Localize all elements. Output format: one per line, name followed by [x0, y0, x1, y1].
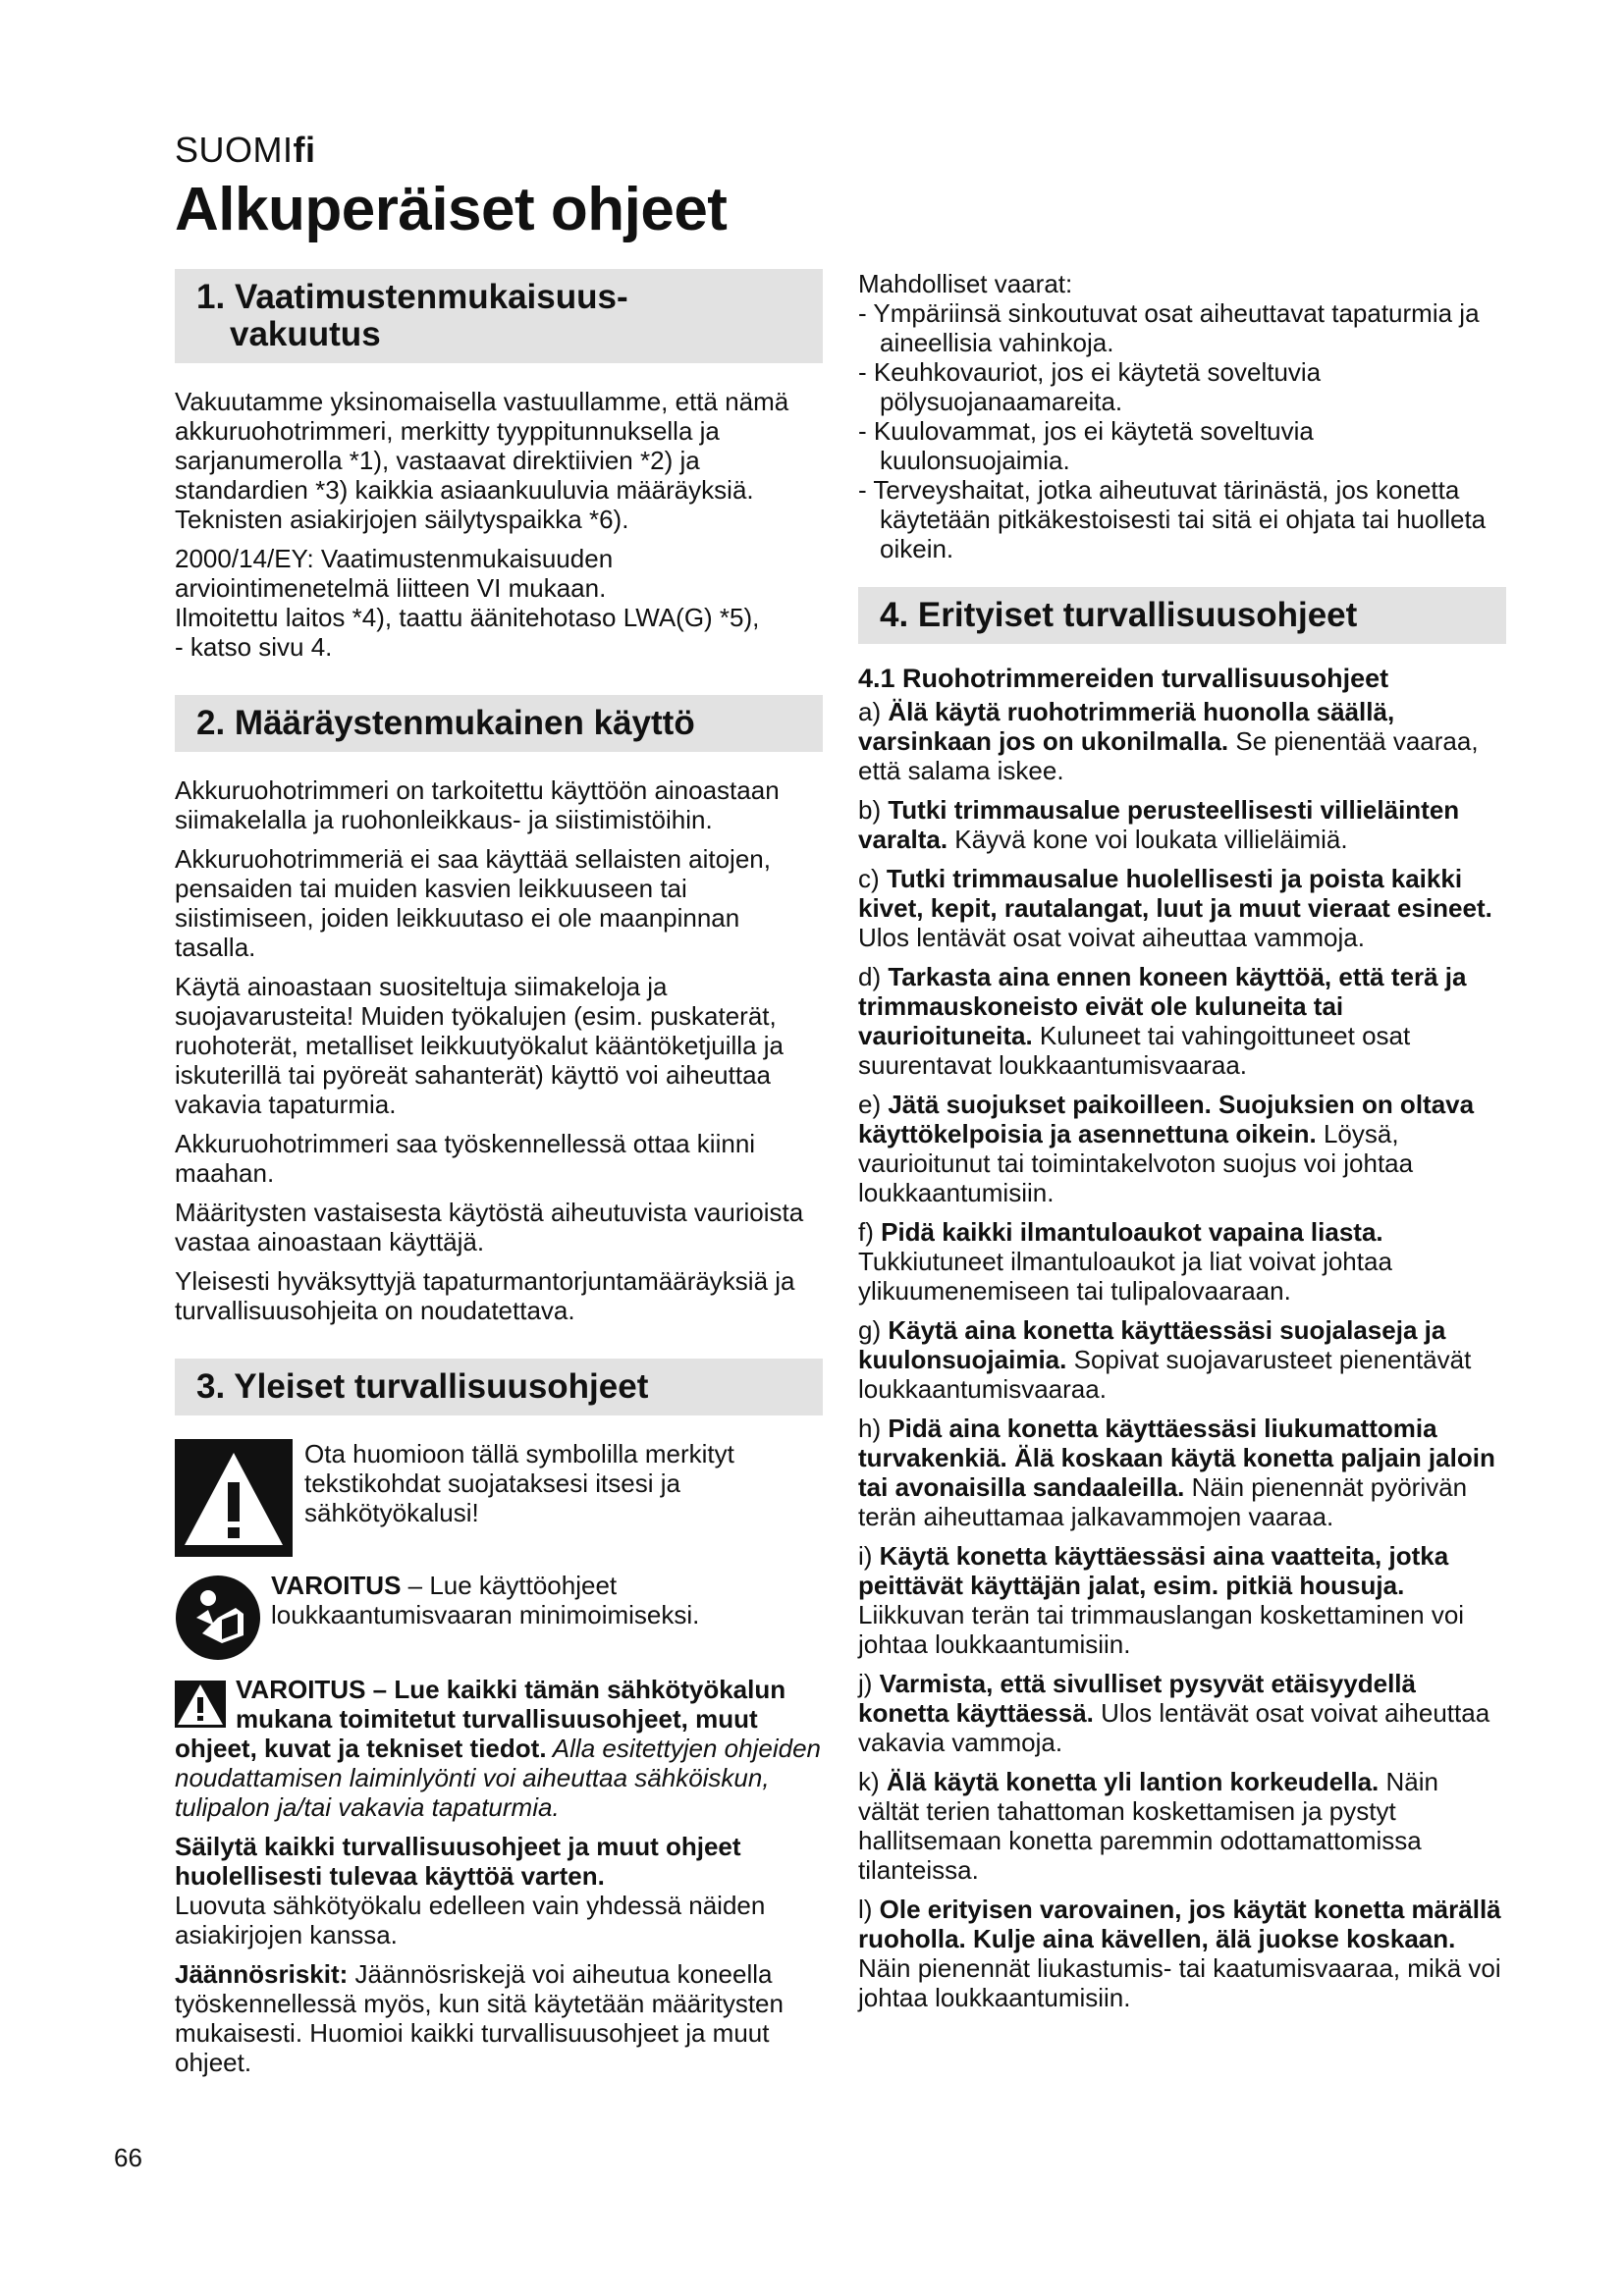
item-letter: b): [858, 795, 889, 825]
safety-item-e: [858, 1090, 1506, 1207]
item-letter: j): [858, 1669, 880, 1698]
section-2-paragraph-4: Akkuruohotrimmeri saa työskennellessä ottaa kiinni maahan.: [175, 1129, 756, 1188]
section-1-heading-line1: Vaatimustenmukaisuus-: [234, 278, 628, 316]
right-column: [858, 269, 1506, 2022]
section-2-paragraph-6: Yleisesti hyväksyttyjä tapaturmantorjuntamääräyksiä ja turvallisuusohjeita on noudatettava.: [175, 1266, 795, 1325]
language-name: SUOMI: [175, 130, 294, 170]
item-bold: Älä käytä ruohotrimmeriä huonolla säällä, varsinkaan jos on ukonilmalla.: [858, 697, 1395, 756]
section-2-paragraph-5: Määritysten vastaisesta käytöstä aiheutuvista vaurioista vastaa ainoastaan käyttäjä.: [175, 1198, 804, 1256]
hazard-item: - Keuhkovauriot, jos ei käytetä soveltuvia pölysuojanaamareita.: [858, 357, 1322, 416]
item-letter: k): [858, 1767, 887, 1796]
item-bold: Pidä kaikki ilmantuloaukot vapaina liasta.: [881, 1217, 1383, 1247]
item-text: Se pienentää vaaraa, että salama iskee.: [858, 726, 1479, 785]
item-text: Liikkuvan terän tai trimmauslangan koskettaminen voi johtaa loukkaantumisiin.: [858, 1600, 1465, 1659]
general-warning-italic: Alla esitettyjen ohjeiden noudattamisen laiminlyönti voi aiheuttaa sähköiskun, tulipalon ja/tai vakavia tapaturmia.: [175, 1734, 821, 1822]
item-letter: d): [858, 962, 889, 991]
section-1-heading-line2: vakuutus: [230, 315, 381, 353]
hazards-title: Mahdolliset vaarat:: [858, 269, 1073, 298]
safety-item-g: [858, 1315, 1506, 1404]
safety-item-d: [858, 962, 1506, 1080]
item-bold: Jätä suojukset paikoilleen. Suojuksien on oltava käyttökelpoisia ja asennettuna oikein.: [858, 1090, 1475, 1148]
item-text: Käyvä kone voi loukata villieläimiä.: [947, 825, 1348, 854]
item-bold: Pidä aina konetta käyttäessäsi liukumattomia turvakenkiä. Älä koskaan käytä konetta paljain jaloin tai avonaisilla sandaaleilla.: [858, 1414, 1495, 1502]
item-text: Näin vältät terien tahattoman koskettamisen ja pystyt hallitsemaan konetta paremmin odottamattomissa tilanteissa.: [858, 1767, 1438, 1885]
item-bold: Ole erityisen varovainen, jos käytät konetta märällä ruoholla. Kulje aina kävellen, älä juokse koskaan.: [858, 1895, 1501, 1953]
section-1-heading: [175, 269, 823, 363]
warning-triangle-icon: [175, 1439, 293, 1557]
section-2-paragraph-1: Akkuruohotrimmeri on tarkoitettu käyttöön ainoastaan siimakelalla ja ruohonleikkaus- ja siistimistöihin.: [175, 775, 780, 834]
read-manual-icon: [175, 1575, 261, 1661]
read-manual-warning-rest: – Lue käyttöohjeet loukkaantumisvaaran minimoimiseksi.: [271, 1571, 700, 1629]
read-manual-text: [271, 1571, 823, 1629]
item-bold: Tutki trimmausalue perusteellisesti villieläinten varalta.: [858, 795, 1460, 854]
keep-instructions-paragraph: [175, 1832, 823, 1891]
item-letter: g): [858, 1315, 889, 1345]
safety-item-b: [858, 795, 1506, 854]
residual-risks-paragraph: [175, 1959, 823, 2077]
read-manual-note: [175, 1571, 823, 1661]
page-title: Alkuperäiset ohjeet: [175, 176, 728, 243]
residual-risks-text: Jäännösriskejä voi aiheutua koneella työskennellessä myös, kun sitä käytetään määritysten mukaisesti. Huomioi kaikki turvallisuusohjeet ja muut ohjeet.: [175, 1959, 784, 2077]
safety-item-f: [858, 1217, 1506, 1306]
safety-item-h: [858, 1414, 1506, 1531]
general-warning-bold: VAROITUS – Lue kaikki tämän sähkötyökalun mukana toimitetut turvallisuusohjeet, muut ohjeet, kuvat ja tekniset tiedot.: [175, 1675, 786, 1763]
item-bold: Käytä aina konetta käyttäessäsi suojalaseja ja kuulonsuojaimia.: [858, 1315, 1446, 1374]
safety-item-k: [858, 1767, 1506, 1885]
safety-item-j: [858, 1669, 1506, 1757]
section-2-paragraph-3: Käytä ainoastaan suositeltuja siimakeloja ja suojavarusteita! Muiden työkalujen (esim. puskaterät, ruohoterät, metalliset leikkuutyökalut kääntöketjuilla ja iskuterillä tai pyöreät sahanterät) käyttö voi aiheuttaa vakavia tapaturmia.: [175, 972, 785, 1119]
hazard-item: - Kuulovammat, jos ei käytetä soveltuvia kuulonsuojaimia.: [858, 416, 1314, 475]
general-warning-paragraph: [175, 1675, 823, 1822]
item-text: Sopivat suojavarusteet pienentävät loukkaantumisvaaraa.: [858, 1345, 1472, 1404]
section-3-heading: 3. Yleiset turvallisuusohjeet: [175, 1359, 823, 1415]
left-column: [175, 269, 823, 2087]
item-letter: a): [858, 697, 889, 726]
section-1-paragraph-3: Ilmoitettu laitos *4), taattu äänitehotaso LWA(G) *5),: [175, 603, 760, 632]
item-text: Kuluneet tai vahingoittuneet osat suurentavat loukkaantumisvaaraa.: [858, 1021, 1411, 1080]
item-letter: c): [858, 864, 887, 893]
warning-symbol-note: [175, 1439, 823, 1557]
item-bold: Varmista, että sivulliset pysyvät etäisyydellä konetta käyttäessä.: [858, 1669, 1416, 1728]
section-1-paragraph-4: - katso sivu 4.: [175, 632, 333, 662]
item-letter: i): [858, 1541, 880, 1571]
item-text: Ulos lentävät osat voivat aiheuttaa vammoja.: [858, 923, 1365, 952]
item-bold: Tutki trimmausalue huolellisesti ja poista kaikki kivet, kepit, rautalangat, luut ja muut vieraat esineet.: [858, 864, 1492, 923]
small-warning-triangle-icon: [175, 1681, 226, 1728]
section-1-number: 1.: [196, 278, 226, 316]
safety-item-l: [858, 1895, 1506, 2012]
read-manual-warning-label: VAROITUS: [271, 1571, 402, 1600]
section-1-paragraph-1: Vakuutamme yksinomaisella vastuullamme, että nämä akkuruohotrimmeri, merkitty tyyppitunnuksella ja sarjanumerolla *1), vastaavat direktiivien *2) ja standardien *3) kaikkia asiaankuuluvia määräyksiä. Teknisten asiakirjojen säilytyspaikka *6).: [175, 387, 789, 534]
safety-item-a: [858, 697, 1506, 785]
language-code: fi: [293, 130, 316, 170]
section-4-1-subheading: 4.1 Ruohotrimmereiden turvallisuusohjeet: [858, 664, 1389, 693]
section-4-heading: 4. Erityiset turvallisuusohjeet: [858, 587, 1506, 644]
hazard-item: - Terveyshaitat, jotka aiheutuvat tärinästä, jos konetta käytetään pitkäkestoisesti tai sitä ei ohjata tai huolleta oikein.: [858, 475, 1487, 563]
page-number: 66: [114, 2143, 142, 2172]
hazard-item: - Ympäriinsä sinkoutuvat osat aiheuttavat tapaturmia ja aineellisia vahinkoja.: [858, 298, 1480, 357]
item-bold: Käytä konetta käyttäessäsi aina vaatteita, jotka peittävät käyttäjän jalat, esim. pitkiä housuja.: [858, 1541, 1449, 1600]
item-letter: f): [858, 1217, 882, 1247]
language-label: [175, 130, 316, 171]
section-2-heading: 2. Määräystenmukainen käyttö: [175, 695, 823, 752]
item-text: Tukkiutuneet ilmantuloaukot ja liat voivat johtaa ylikuumenemiseen tai tulipalovaaraan.: [858, 1247, 1392, 1306]
item-text: Ulos lentävät osat voivat aiheuttaa vakavia vammoja.: [858, 1698, 1490, 1757]
item-text: Löysä, vaurioitunut tai toimintakelvoton suojus voi johtaa loukkaantumisiin.: [858, 1119, 1414, 1207]
item-letter: h): [858, 1414, 889, 1443]
item-bold: Tarkasta aina ennen koneen käyttöä, että terä ja trimmauskoneisto eivät ole kuluneita tai vaurioituneita.: [858, 962, 1467, 1050]
section-1-paragraph-2: 2000/14/EY: Vaatimustenmukaisuuden arviointimenetelmä liitteen VI mukaan.: [175, 544, 614, 603]
warning-symbol-text: Ota huomioon tällä symbolilla merkityt tekstikohdat suojataksesi itsesi ja sähkötyökalusi!: [304, 1439, 734, 1527]
section-2-paragraph-2: Akkuruohotrimmeriä ei saa käyttää sellaisten aitojen, pensaiden tai muiden kasvien leikkuuseen tai siistimiseen, joiden leikkuutaso ei ole maanpinnan tasalla.: [175, 844, 771, 962]
item-letter: e): [858, 1090, 889, 1119]
item-letter: l): [858, 1895, 880, 1924]
keep-instructions-bold: Säilytä kaikki turvallisuusohjeet ja muut ohjeet huolellisesti tulevaa käyttöä varten.: [175, 1832, 741, 1891]
item-bold: Älä käytä konetta yli lantion korkeudella.: [886, 1767, 1380, 1796]
safety-item-i: [858, 1541, 1506, 1659]
safety-item-c: [858, 864, 1506, 952]
pass-on-paragraph: Luovuta sähkötyökalu edelleen vain yhdessä näiden asiakirjojen kanssa.: [175, 1891, 766, 1949]
item-text: Näin pienennät pyörivän terän aiheuttamaa jalkavammojen vaaraa.: [858, 1472, 1468, 1531]
item-text: Näin pienennät liukastumis- tai kaatumisvaaraa, mikä voi johtaa loukkaantumisiin.: [858, 1953, 1501, 2012]
residual-risks-label: Jäännösriskit:: [175, 1959, 349, 1989]
